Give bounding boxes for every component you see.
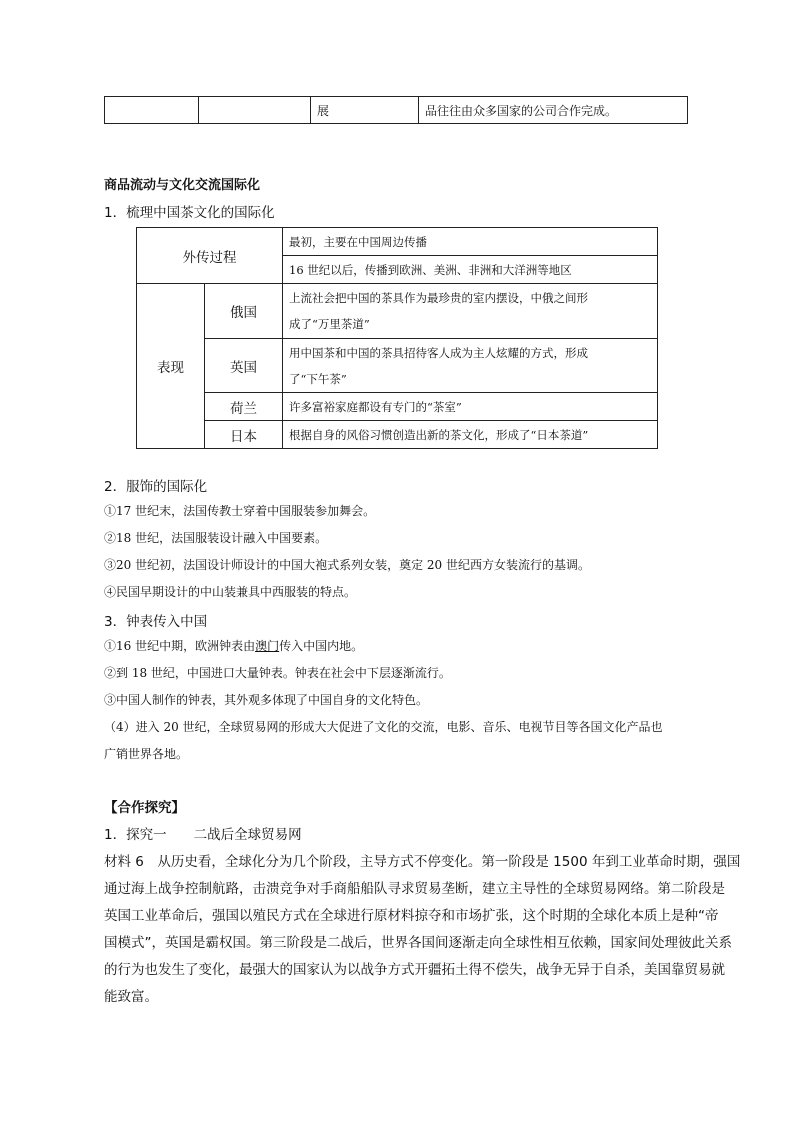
list-item: ③20 世纪初，法国设计师设计的中国大袍式系列女装，奠定 20 世纪西方女装流行的基调。 [104, 558, 590, 572]
spread-row: 最初，主要在中国周边传播 [283, 228, 658, 256]
list-item: ③中国人制作的钟表，其外观多体现了中国自身的文化特色。 [104, 693, 429, 707]
coop-title: 【合作探究】 [104, 800, 185, 816]
perf-text: 根据自身的风俗习惯创造出新的茶文化，形成了“日本茶道” [283, 421, 658, 449]
list-item: ①17 世纪末，法国传教士穿着中国服装参加舞会。 [104, 504, 376, 518]
spread-row: 16 世纪以后，传播到欧洲、美洲、非洲和大洋洲等地区 [283, 256, 658, 284]
table-row [137, 228, 658, 256]
paragraph-line: 能致富。 [104, 989, 158, 1005]
fill-blank: 澳门 [255, 639, 280, 653]
paragraph-line: 国模式”，英国是霸权国。第三阶段是二战后，世界各国间逐渐走向全球性相互依赖，国家间处理彼此关系 [104, 935, 732, 951]
tea-culture-table [136, 227, 658, 449]
paragraph-line: 广销世界各地。 [104, 747, 189, 761]
paragraph-line: 通过海上战争控制航路，击溃竞争对手商船船队寻求贸易垄断，建立主导性的全球贸易网络。第二阶段是 [104, 881, 725, 897]
perf-text: 用中国茶和中国的茶具招待客人成为主人炫耀的方式，形成 了“下午茶” [283, 339, 658, 393]
item3-title: 3．钟表传入中国 [104, 614, 208, 630]
perf-text: 许多富裕家庭都设有专门的“茶室” [283, 393, 658, 421]
top-table [104, 96, 688, 124]
paragraph-line: 材料 6 从历史看，全球化分为几个阶段，主导方式不停变化。第一阶段是 1500 年到工业革命时期，强国 [104, 854, 741, 870]
paragraph-line: 的行为也发生了变化，最强大的国家认为以战争方式开疆拓土得不偿失，战争无异于自杀，美国靠贸易就 [104, 962, 725, 978]
table-row [137, 284, 658, 339]
table-cell: 展 [311, 97, 419, 124]
table-cell [199, 97, 311, 124]
item1-title: 1．梳理中国茶文化的国际化 [104, 205, 275, 221]
explore-title: 1．探究一 二战后全球贸易网 [104, 827, 302, 843]
table-row [137, 393, 658, 421]
table-cell [105, 97, 199, 124]
perf-text: 上流社会把中国的茶具作为最珍贵的室内摆设，中俄之间形 成了“万里茶道” [283, 284, 658, 339]
paragraph-line: 英国工业革命后，强国以殖民方式在全球进行原材料掠夺和市场扩张，这个时期的全球化本质上是种“帝 [104, 908, 719, 924]
item2-title: 2．服饰的国际化 [104, 479, 208, 495]
country-cell: 英国 [205, 339, 283, 393]
table-cell: 品往往由众多国家的公司合作完成。 [419, 97, 688, 124]
section-title: 商品流动与文化交流国际化 [104, 178, 261, 193]
list-item: ④民国早期设计的中山装兼具中西服装的特点。 [104, 585, 357, 599]
perf-label: 表现 [137, 284, 205, 449]
spread-label: 外传过程 [137, 228, 283, 284]
table-row [137, 421, 658, 449]
paragraph-line: （4）进入 20 世纪，全球贸易网的形成大大促进了文化的交流，电影、音乐、电视节目等各国文化产品也 [104, 720, 663, 734]
list-item: ①16 世纪中期，欧洲钟表由澳门传入中国内地。 [104, 639, 364, 653]
table-row [137, 339, 658, 393]
country-cell: 俄国 [205, 284, 283, 339]
list-item: ②18 世纪，法国服装设计融入中国要素。 [104, 531, 328, 545]
country-cell: 日本 [205, 421, 283, 449]
country-cell: 荷兰 [205, 393, 283, 421]
list-item: ②到 18 世纪，中国进口大量钟表。钟表在社会中下层逐渐流行。 [104, 666, 451, 680]
table-row [105, 97, 688, 124]
